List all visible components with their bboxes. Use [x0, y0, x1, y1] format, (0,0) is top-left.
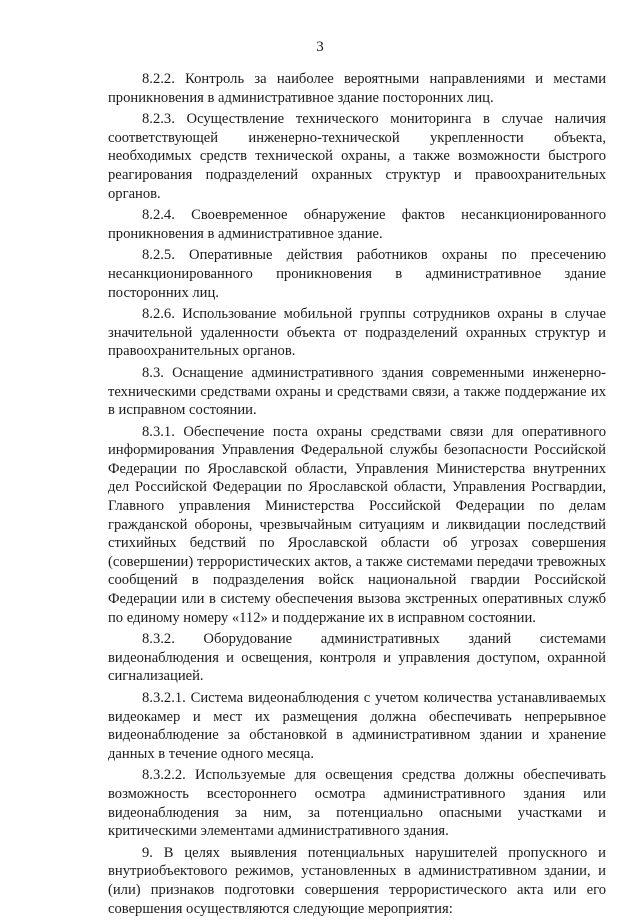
paragraph-8-3-2-1: 8.3.2.1. Система видеонаблюдения с учетом количества устанавливаемых видеокамер и мест их размещения должна обеспечивать непрерывное видеонаблюдение за обстановкой в административном здании и хранение данных в течение одного месяца. — [108, 690, 606, 762]
paragraph-8-2-5: 8.2.5. Оперативные действия работников охраны по пресечению несанкционированного проникновения в административное здание посторонних лиц. — [108, 247, 606, 301]
paragraph-8-3-1: 8.3.1. Обеспечение поста охраны средствами связи для оперативного информирования Управления Федеральной службы безопасности Российской Федерации по Ярославской области, Управления Министерства внутренних дел Российской Федерации по Ярославской области, Управления Росгвардии, Главного управления Министерства Российской Федерации по делам гражданской обороны, чрезвычайным ситуациям и ликвидации последствий стихийных бедствий по Ярославской области об угрозах совершения (совершении) террористических актов, а также системами передачи тревожных сообщений в подразделения войск национальной гвардии Российской Федерации или в систему обеспечения вызова экстренных оперативных служб по единому номеру «112» и поддержание их в исправном состоянии. — [108, 423, 606, 626]
paragraph-8-3-2: 8.3.2. Оборудование административных зданий системами видеонаблюдения и освещения, контроля и управления доступом, охранной сигнализацией. — [108, 631, 606, 685]
paragraph-8-3: 8.3. Оснащение административного здания современными инженерно-техническими средствами охраны и средствами связи, а также поддержание их в исправном состоянии. — [108, 364, 606, 419]
paragraph-8-2-4: 8.2.4. Своевременное обнаружение фактов несанкционированного проникновения в административное здание. — [108, 207, 606, 242]
paragraph-8-2-3: 8.2.3. Осуществление технического мониторинга в случае наличия соответствующей инженерно-технической укрепленности объекта, необходимых средств технической охраны, а также возможности быстрого реагирования подразделений охранных структур и правоохранительных органов. — [108, 111, 606, 202]
paragraph-8-2-2: 8.2.2. Контроль за наиболее вероятными направлениями и местами проникновения в административное здание посторонних лиц. — [108, 71, 606, 106]
paragraph-9: 9. В целях выявления потенциальных нарушителей пропускного и внутриобъектового режимов, установленных в административном здании, и (или) признаков подготовки совершения террористического акта или его совершения осуществляются следующие мероприятия: — [108, 844, 606, 917]
paragraph-8-2-6: 8.2.6. Использование мобильной группы сотрудников охраны в случае значительной удаленности объекта от подразделений охранных структур и правоохранительных органов. — [108, 306, 606, 360]
document-body — [108, 70, 606, 921]
paragraph-8-3-2-2: 8.3.2.2. Используемые для освещения средства должны обеспечивать возможность всестороннего осмотра административного здания или видеонаблюдения за ним, за потенциально опасными участками и критическими элементами административного здания. — [108, 767, 606, 840]
page-number: 3 — [316, 39, 324, 55]
